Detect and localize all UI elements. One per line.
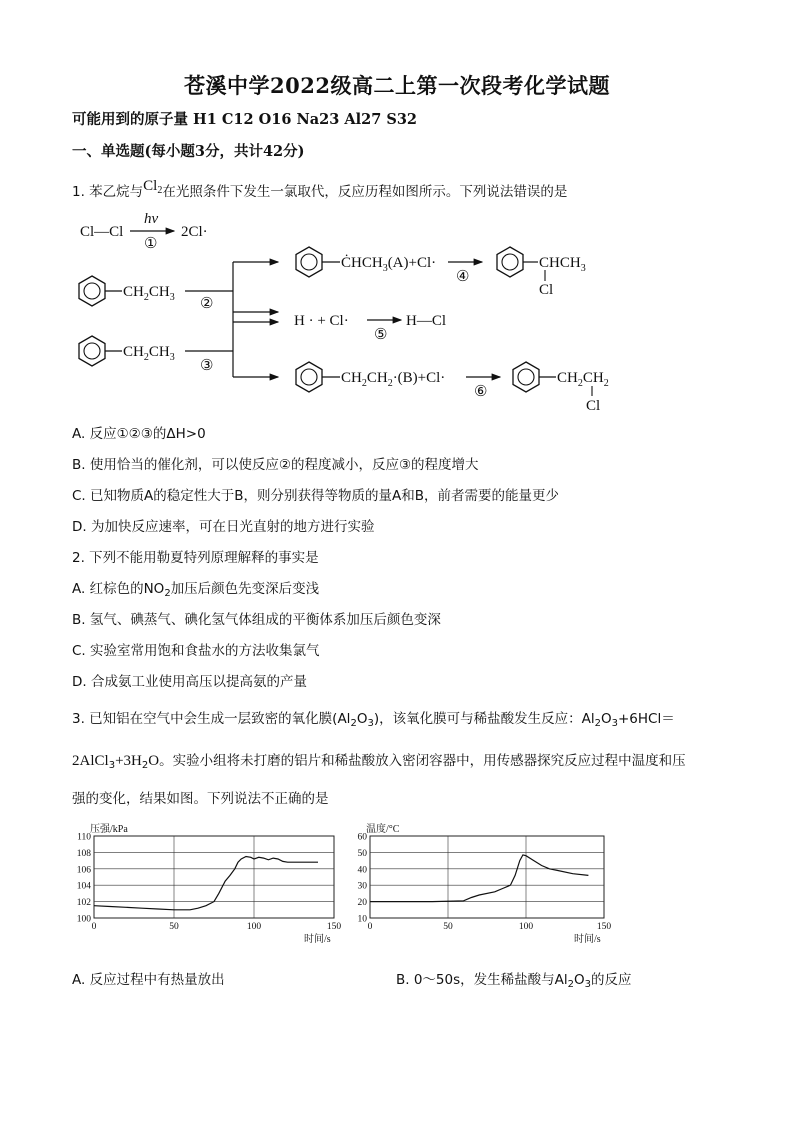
step-2: ②: [200, 296, 214, 312]
benzene-ring-icon: [79, 336, 105, 366]
y-tick-label: 50: [357, 848, 367, 859]
h-cl: H—Cl: [406, 313, 447, 329]
ethyl-group-1: $CH_2CH_3$: [123, 284, 175, 303]
y-tick-label: 108: [76, 848, 91, 859]
plot-frame: [94, 836, 334, 918]
x-axis-label: 时间/s: [574, 934, 601, 945]
product-b: $CH_2CH_2$: [557, 370, 609, 389]
y-tick-label: 40: [357, 865, 367, 876]
x-tick-label: 50: [443, 922, 453, 932]
q3-line2-a: 2AlCl: [72, 753, 109, 769]
q3-line1-b: O: [356, 711, 368, 727]
r1-step: ①: [144, 236, 158, 252]
q3-line1: 3. 已知铝在空气中会生成一层致密的氧化膜$(Al_2O_3)$，该氧化膜可与稀盐酸发生反应：$Al_2O_3+6HCl=$: [72, 711, 675, 729]
q2-option-b: B. 氢气、碘蒸气、碘化氢气体组成的平衡体系加压后颜色变深: [72, 612, 441, 628]
y-tick-label: 30: [357, 881, 367, 892]
q1-cl2: $Cl_2$: [143, 178, 163, 196]
q1-stem-part1: 1. 苯乙烷与: [72, 184, 144, 200]
x-tick-label: 0: [91, 922, 97, 932]
q3-line2-b: +3H: [115, 753, 142, 769]
q3-line2: $2AlCl_3+3H_2O$。实验小组将未打磨的铝片和稀盐酸放入密闭容器中，用传感器探究反应过程中温度和压: [72, 753, 686, 771]
product-a: $CHCH_3$: [539, 255, 586, 274]
q3-option-b: B. 0～50s，发生稀盐酸与$Al_2O_3$的反应: [396, 972, 632, 990]
section-heading: 一、单选题(每小题3分，共计42分): [72, 143, 305, 160]
benzene-ring-icon: [497, 247, 523, 277]
pressure-chart: [60, 814, 360, 954]
q2-option-c: C. 实验室常用饱和食盐水的方法收集氯气: [72, 643, 320, 659]
q3-option-b-part3: 的反应: [591, 972, 632, 988]
product-a-cl: Cl: [539, 282, 554, 298]
x-tick-label: 100: [246, 922, 262, 932]
q3-option-a: A. 反应过程中有热量放出: [72, 972, 225, 988]
x-tick-label: 0: [367, 922, 373, 932]
x-tick-label: 50: [169, 922, 179, 932]
radical-b: $CH_2CH_2\cdot(B)+Cl\cdot$: [341, 370, 446, 389]
y-tick-label: 60: [357, 832, 367, 843]
benzene-ring-icon: [79, 276, 105, 306]
y-tick-label: 100: [76, 914, 91, 925]
y-tick-label: 104: [76, 881, 91, 892]
q2-option-a: A. 红棕色的$NO_2$加压后颜色先变深后变浅: [72, 581, 320, 599]
q1-option-d: D. 为加快反应速率，可在日光直射的地方进行实验: [72, 519, 375, 535]
q1-reaction-scheme: [70, 205, 630, 417]
x-tick-label: 100: [518, 922, 534, 932]
y-tick-label: 10: [357, 914, 367, 925]
step-4: ④: [456, 269, 470, 285]
q1-cl2-symbol: Cl: [143, 178, 158, 194]
q3-option-b-part2: O: [574, 972, 585, 988]
q3-line1-a: 3. 已知铝在空气中会生成一层致密的氧化膜(Al: [72, 711, 351, 727]
q3-line1-e: +6HCl＝: [617, 711, 675, 727]
atomic-masses: 可能用到的原子量 H1 C12 O16 Na23 Al27 S32: [72, 111, 418, 128]
q1-option-b: B. 使用恰当的催化剂，可以使反应②的程度减小，反应③的程度增大: [72, 457, 479, 473]
r1-left: Cl—Cl: [80, 224, 124, 240]
q2-option-a-part2: 加压后颜色先变深后变浅: [170, 581, 320, 597]
r1-hv: hν: [144, 211, 159, 227]
q3-option-b-part1: B. 0～50s，发生稀盐酸与Al: [396, 972, 568, 988]
y-tick-label: 106: [76, 865, 91, 876]
q2-option-a-part1: A. 红棕色的NO: [72, 581, 165, 597]
q1-stem-part2: 在光照条件下发生一氯取代，反应历程如图所示。下列说法错误的是: [162, 184, 568, 200]
ethyl-group-2: $CH_2CH_3$: [123, 344, 175, 363]
radical-a: $ĊHCH_3(A)+Cl\cdot$: [341, 255, 437, 274]
y-tick-label: 20: [357, 898, 367, 909]
step-5: ⑤: [374, 327, 388, 343]
page-title: 苍溪中学2022级高二上第一次段考化学试题: [184, 73, 610, 98]
plot-frame: [370, 836, 604, 918]
q1-option-a: A. 反应①②③的ΔH>0: [72, 426, 206, 442]
x-tick-label: 150: [596, 922, 612, 932]
y-axis-label: 压强/kPa: [90, 824, 128, 835]
y-axis-label: 温度/°C: [366, 824, 400, 835]
q3-line1-d: O: [600, 711, 612, 727]
q1-stem: [72, 180, 567, 201]
q1-option-c: C. 已知物质A的稳定性大于B，则分别获得等物质的量A和B，前者需要的能量更少: [72, 488, 560, 504]
h-plus-cl: H · + Cl·: [294, 313, 349, 329]
step-3: ③: [200, 358, 214, 374]
y-tick-label: 110: [77, 832, 91, 843]
q3-line2-d: 。实验小组将未打磨的铝片和稀盐酸放入密闭容器中，用传感器探究反应过程中温度和压: [159, 753, 686, 769]
q2-option-d: D. 合成氨工业使用高压以提高氨的产量: [72, 674, 307, 690]
x-axis-label: 时间/s: [304, 934, 331, 945]
q3-line2-c: O: [148, 753, 160, 769]
step-6: ⑥: [474, 384, 488, 400]
product-b-cl: Cl: [586, 398, 601, 414]
data-series-line: [370, 855, 588, 902]
benzene-ring-icon: [513, 362, 539, 392]
q3-line1-c: )，该氧化膜可与稀盐酸发生反应：Al: [373, 711, 595, 727]
benzene-ring-icon: [296, 247, 322, 277]
q2-stem: 2. 下列不能用勒夏特列原理解释的事实是: [72, 550, 319, 566]
x-tick-label: 150: [326, 922, 342, 932]
q3-line3: 强的变化，结果如图。下列说法不正确的是: [72, 791, 329, 807]
y-tick-label: 102: [76, 898, 91, 909]
temperature-chart: [340, 814, 630, 954]
r1-right: 2Cl·: [181, 224, 208, 240]
benzene-ring-icon: [296, 362, 322, 392]
